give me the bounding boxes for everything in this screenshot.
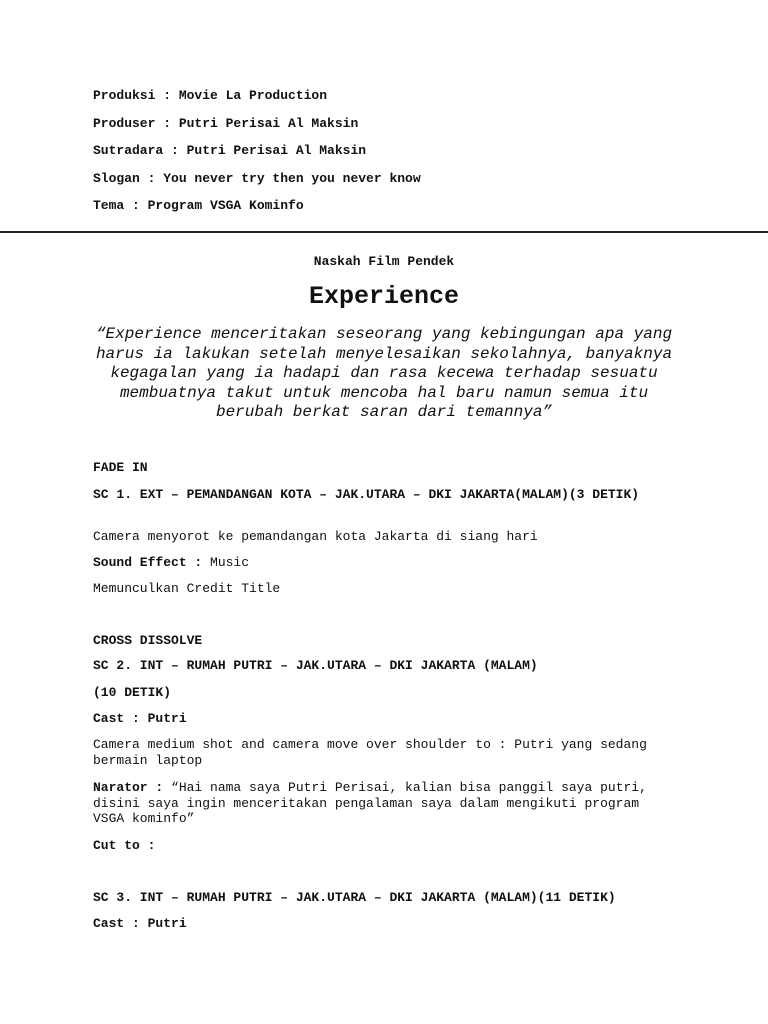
- scene-1-credit: Memunculkan Credit Title: [93, 581, 281, 596]
- slogan-line: Slogan : You never try then you never know: [93, 171, 421, 186]
- scene-2-action: Camera medium shot and camera move over shoulder to : Putri yang sedang bermain laptop: [93, 737, 647, 768]
- scene-1-action: Camera menyorot ke pemandangan kota Jakarta di siang hari: [93, 529, 538, 544]
- header-divider: [0, 231, 768, 233]
- scene-2-narration: [93, 780, 663, 827]
- produksi-line: Produksi : Movie La Production: [93, 88, 328, 103]
- scene-2-heading: SC 2. INT – RUMAH PUTRI – JAK.UTARA – DKI JAKARTA (MALAM): [93, 658, 538, 673]
- narrator-label: Narator :: [93, 780, 164, 795]
- document-type: Naskah Film Pendek: [313, 254, 455, 269]
- sutradara-line: Sutradara : Putri Perisai Al Maksin: [93, 143, 367, 158]
- transition-fade-in: FADE IN: [93, 460, 148, 475]
- sound-effect-value: Music: [202, 555, 250, 570]
- tema-line: Tema : Program VSGA Kominfo: [93, 198, 304, 213]
- film-title: Experience: [308, 282, 460, 311]
- narrator-text: “Hai nama saya Putri Perisai, kalian bisa panggil saya putri, disini saya ingin menceritakan pengalaman saya dalam mengikuti program VSGA kominfo”: [93, 780, 647, 826]
- sound-effect-label: Sound Effect :: [93, 555, 203, 570]
- transition-cross-dissolve: CROSS DISSOLVE: [93, 633, 203, 648]
- synopsis: “Experience menceritakan seseorang yang kebingungan apa yang harus ia lakukan setelah menyelesaikan sekolahnya, banyaknya kegagalan yang ia hadapi dan rasa kecewa terhadap sesuatu membuatnya takut untuk mencoba hal baru namun semua itu berubah berkat saran dari temannya”: [95, 325, 673, 422]
- scene-2-cast: Cast : Putri: [93, 711, 187, 726]
- produser-line: Produser : Putri Perisai Al Maksin: [93, 116, 359, 131]
- scene-1-heading: SC 1. EXT – PEMANDANGAN KOTA – JAK.UTARA – DKI JAKARTA(MALAM)(3 DETIK): [93, 487, 640, 502]
- scene-3-cast: Cast : Putri: [93, 916, 187, 931]
- scene-3-heading: SC 3. INT – RUMAH PUTRI – JAK.UTARA – DKI JAKARTA (MALAM)(11 DETIK): [93, 890, 616, 905]
- scene-2-duration: (10 DETIK): [93, 685, 172, 700]
- scene-2-cut-to: Cut to :: [93, 838, 156, 853]
- scene-1-sound-effect: [93, 555, 663, 571]
